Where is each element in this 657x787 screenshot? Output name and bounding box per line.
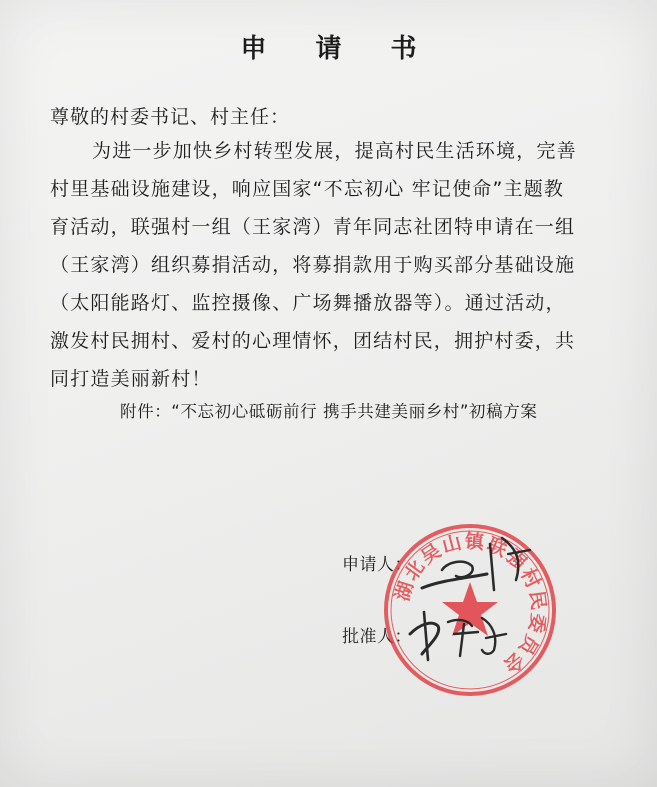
document-title: 申 请 书	[240, 34, 437, 64]
applicant-label: 申请人：	[342, 555, 412, 575]
approver-label: 批准人：	[342, 627, 412, 647]
body-line: 为进一步加快乡村转型发展，提高村民生活环境，完善	[92, 140, 577, 162]
body-line: （太阳能路灯、监控摄像、广场舞播放器等）。通过活动，	[50, 292, 566, 314]
attachment-note: 附件：“不忘初心砥砺前行 携手共建美丽乡村”初稿方案	[120, 402, 538, 421]
body-line: （王家湾）组织募捐活动，将募捐款用于购买部分基础设施	[50, 254, 576, 276]
body-line-last: 同打造美丽新村！	[50, 368, 212, 390]
approver-signature	[402, 604, 512, 664]
applicant-signature	[412, 530, 542, 600]
body-line: 育活动，联强村一组（王家湾）青年同志社团特申请在一组	[50, 216, 576, 238]
seal-text: 湖北吴山镇联强村民委员会	[391, 530, 550, 678]
body-line: 激发村民拥村、爱村的心理情怀，团结村民，拥护村委，共	[50, 330, 576, 352]
body-line: 村里基础设施建设，响应国家“不忘初心 牢记使命”主题教	[50, 178, 565, 200]
salutation: 尊敬的村委书记、村主任：	[50, 106, 291, 128]
